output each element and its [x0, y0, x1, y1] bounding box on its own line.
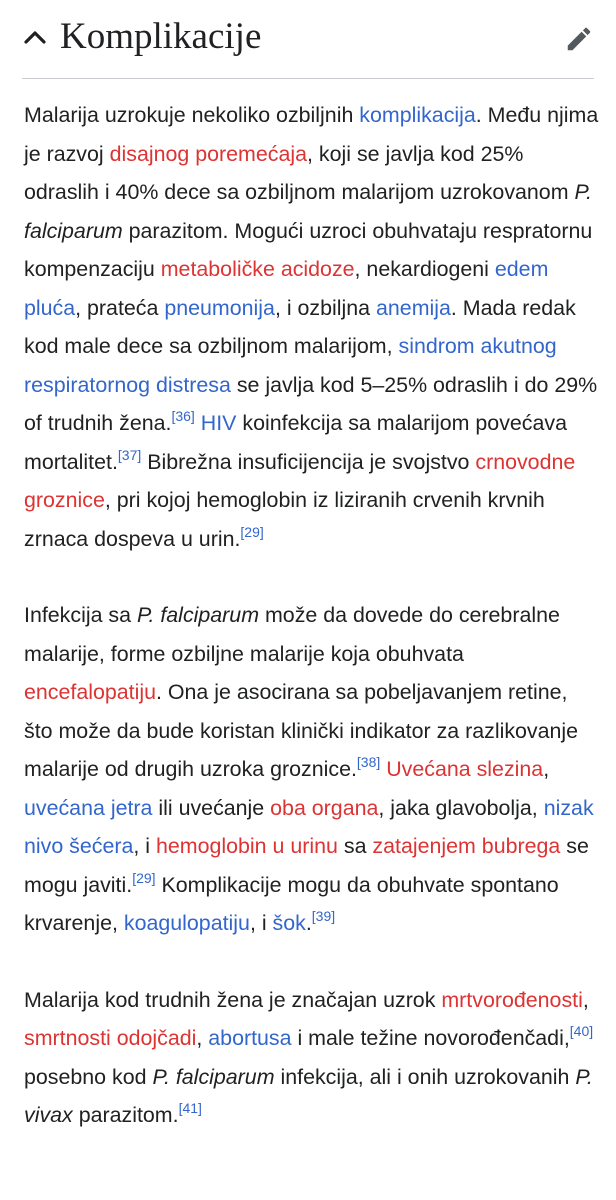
text: , prateća — [75, 295, 165, 320]
link-komplikacija[interactable]: komplikacija — [359, 103, 476, 127]
section-title: Komplikacije — [60, 16, 262, 57]
link-hiv[interactable]: HIV — [200, 411, 237, 435]
link-zatajenjem-bubrega[interactable]: zatajenjem bubrega — [372, 834, 561, 858]
section-content — [24, 96, 599, 1173]
link-metabolicke-acidoze[interactable]: metaboličke acidoze — [160, 257, 355, 281]
link-uvecana-jetra[interactable]: uvećana jetra — [24, 795, 153, 820]
reference — [570, 1023, 593, 1039]
reference-link-37[interactable]: [37] — [117, 446, 142, 463]
reference — [357, 754, 380, 770]
text: sa — [337, 834, 373, 858]
text: Bibrežna insuficijencija je svojstvo — [141, 449, 476, 474]
reference-link-39[interactable]: [39] — [311, 908, 336, 924]
text: , — [543, 757, 550, 781]
paragraph-cerebral-malaria — [24, 596, 599, 943]
text: . — [305, 911, 312, 935]
reference-link-40[interactable]: [40] — [569, 1023, 594, 1039]
text: se javlja kod 5–25% odraslih i do 29% of trudnih žena. — [24, 372, 598, 435]
pencil-icon[interactable] — [564, 24, 594, 54]
reference-link-41[interactable]: [41] — [178, 1100, 202, 1116]
link-pneumonija[interactable]: pneumonija — [164, 295, 275, 320]
reference — [171, 408, 194, 424]
link-sindrom-akutnog-respiratornog-distresa[interactable]: sindrom akutnog respiratornog distresa — [24, 334, 557, 397]
link-koagulopatiju[interactable]: koagulopatiju — [123, 911, 250, 935]
text: , — [196, 1026, 209, 1050]
section-divider — [22, 78, 594, 79]
text: Infekcija sa — [24, 603, 137, 627]
reference-link-29[interactable]: [29] — [240, 523, 264, 540]
reference — [118, 447, 141, 463]
link-mrtvorodjenosti[interactable]: mrtvorođenosti — [441, 987, 583, 1012]
text: ili uvećanje — [152, 795, 271, 820]
text: i male težine novorođenčadi, — [291, 1026, 570, 1050]
section-header — [0, 0, 616, 80]
text: , i — [249, 911, 273, 935]
link-abortusa[interactable]: abortusa — [208, 1026, 292, 1050]
text: koinfekcija sa malarijom povećava mortalitet. — [24, 411, 567, 474]
link-crnovodne-groznice[interactable]: crnovodne groznice — [24, 449, 576, 512]
text: , i — [133, 834, 156, 858]
link-anemija[interactable]: anemija — [376, 295, 451, 320]
text: , pri kojoj hemoglobin iz liziranih crvenih krvnih zrnaca dospeva u urin. — [24, 488, 545, 551]
text: . Među njima je razvoj — [24, 103, 599, 166]
reference — [312, 908, 335, 924]
link-uvecana-slezina[interactable]: Uvećana slezina — [386, 757, 544, 781]
link-edem-pluca[interactable]: edem pluća — [24, 257, 549, 320]
text: , i ozbiljna — [274, 295, 376, 320]
text: može da dovede do cerebralne malarije, forme ozbiljne malarije koja obuhvata — [24, 603, 560, 666]
text: se mogu javiti. — [24, 834, 589, 897]
text: parazitom. — [72, 1103, 179, 1127]
text: posebno kod — [24, 1064, 153, 1089]
species-name: P. vivax — [24, 1064, 593, 1127]
link-smrtnosti-odojcadi[interactable]: smrtnosti odojčadi — [24, 1026, 197, 1050]
reference — [179, 1100, 202, 1116]
link-sok[interactable]: šok — [272, 911, 306, 935]
text: , koji se javlja kod 25% odraslih i 40% dece sa ozbiljnom malarijom uzrokovanom — [24, 141, 575, 204]
text: infekcija, ali i onih uzrokovanih — [274, 1064, 576, 1089]
chevron-up-icon[interactable] — [22, 26, 48, 48]
link-encefalopatiju[interactable]: encefalopatiju — [24, 680, 157, 704]
text: . Ona je asocirana sa pobeljavanjem retine, što može da bude koristan klinički indikator za razlikovanje malarije od drugih uzroka groznice. — [24, 680, 579, 781]
paragraph-complications — [24, 96, 599, 558]
text: Malarija kod trudnih žena je značajan uzrok — [24, 987, 442, 1012]
link-oba-organa[interactable]: oba organa — [270, 795, 379, 820]
text: , jaka glavobolja, — [378, 795, 544, 820]
reference-link-38[interactable]: [38] — [356, 754, 381, 770]
link-hemoglobin-u-urinu[interactable]: hemoglobin u urinu — [155, 834, 338, 858]
text: Malarija uzrokuje nekoliko ozbiljnih — [24, 103, 360, 127]
reference-link-36[interactable]: [36] — [171, 408, 195, 424]
reference — [240, 524, 263, 540]
text: Komplikacije mogu da obuhvate spontano krvarenje, — [24, 872, 559, 935]
paragraph-pregnancy — [24, 981, 599, 1135]
link-nizak-nivo-secera[interactable]: nizak nivo šećera — [24, 795, 594, 858]
link-disajnog-poremecaja[interactable]: disajnog poremećaja — [109, 141, 308, 166]
text: . Mada redak kod male dece sa ozbiljnom malarijom, — [24, 295, 576, 358]
species-name: P. falciparum — [152, 1064, 275, 1089]
species-name: P. falciparum — [24, 180, 592, 243]
text: , — [582, 987, 589, 1012]
reference-link-29[interactable]: [29] — [132, 869, 156, 886]
species-name: P. falciparum — [136, 603, 260, 627]
reference — [132, 870, 155, 886]
text: parazitom. Mogući uzroci obuhvataju respratornu kompenzaciju — [24, 218, 593, 281]
text: , nekardiogeni — [354, 257, 495, 281]
